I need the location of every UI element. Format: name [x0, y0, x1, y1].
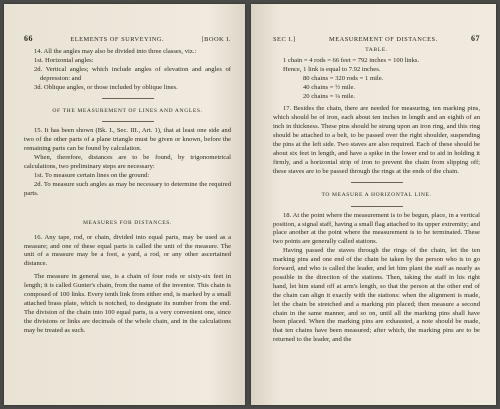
- right-running-header: [273, 34, 480, 43]
- right-page-body: [273, 46, 480, 345]
- section-heading: TO MEASURE A HORIZONTAL LINE.: [321, 191, 432, 198]
- divider: [351, 206, 403, 207]
- right-page: [251, 4, 496, 405]
- step-item: 1st. To measure certain lines on the ground:: [34, 171, 150, 179]
- step-item: 2d. To measure such angles as may be necessary to determine the required parts.: [24, 180, 231, 197]
- table-row: 1 chain = 4 rods = 66 feet = 792 inches = 100 links.: [283, 56, 420, 64]
- left-running-header: [24, 34, 231, 43]
- table-row: 20 chains = ¼ mile.: [303, 92, 356, 100]
- paragraph-15: 15. It has been shown (Bk. I., Sec. III., Art. 1), that at least one side and two of the other parts of a plane triangle must be given or known, before the remaining parts can be found by calculation.: [24, 127, 231, 153]
- divider: [102, 121, 154, 122]
- section-heading: MEASURES FOR DISTANCES.: [82, 219, 173, 226]
- list-item: 1st. Horizontal angles:: [34, 56, 94, 64]
- left-page-body: [24, 48, 231, 336]
- right-running-title: MEASUREMENT OF DISTANCES.: [329, 36, 438, 43]
- table-title: TABLE.: [365, 47, 388, 53]
- divider: [102, 98, 154, 99]
- right-page-number: 67: [470, 34, 480, 43]
- paragraph-15b: When, therefore, distances are to be found, by trigonometrical calculations, two preliminary steps are necessary:: [24, 154, 231, 171]
- list-item: 2d. Vertical angles; which include angles of elevation and angles of depression: and: [34, 65, 231, 82]
- right-running-head: SEC I.]: [273, 36, 296, 43]
- divider: [351, 182, 403, 183]
- paragraph-17: 17. Besides the chain, there are needed for measuring, ten marking pins, which should be of iron, each about ten inches in length and an eighth of an inch in thickness. These pins should be strung upon an iron ring, and this ring should be attached to a belt, to be passed over the right shoulder, suspending the pins at the left side. Two staves are also required. Each of these should be about six feet in length, and have a spike in the lower end to aid in holding it firmly, and a horizontal strip of iron to prevent the chain from slipping off; these staves are to be passed through the rings at the ends of the chain.: [273, 105, 480, 175]
- paragraph-18b: Having passed the staves through the rings of the chain, let the ten marking pins and one end of the chain be taken by the person who is to go forward, and who is called the leader, and let him plant the staff as nearly as possible in the direction of the stations. Then, taking the staff in his right hand, let him stand off at arm's length, so that the person at the other end of the chain can align it exactly with the stations: when the alignment is made, let the chain be stretched and a marking pin placed; then measure a second chain in the same manner, and so on, until all the marking pins shall have been placed. When the marking pins are exhausted, a note should be made, that ten chains have been measured; after which, the marking pins are to be returned to the leader, and the: [273, 247, 480, 344]
- table-row: Hence, 1 link is equal to 7.92 inches.: [283, 65, 381, 73]
- paragraph-18: 18. At the point where the measurement is to be begun, place, in a vertical position, a signal staff, having a small flag attached to its upper extremity; and place another at the point where the measurement is to be terminated. These two points are generally called stations.: [273, 211, 480, 246]
- section-heading: OF THE MEASUREMENT OF LINES AND ANGLES.: [52, 107, 203, 114]
- paragraph-16: 16. Any tape, rod, or chain, divided into equal parts, may be used as a measure; and one of these equal parts is called the unit of the measure. The unit of a measure may be a foot, a yard, a rod, or any other ascertained distance.: [24, 233, 231, 268]
- paragraph-14: 14. All the angles may also be divided into three classes, viz.:: [34, 48, 197, 55]
- table-row: 80 chains = 320 rods = 1 mile.: [303, 74, 384, 82]
- list-item: 3d. Oblique angles, or those included by oblique lines.: [34, 83, 178, 91]
- left-running-head: ELEMENTS OF SURVEYING.: [70, 36, 165, 43]
- left-page-number: 66: [24, 34, 33, 43]
- left-page: [4, 4, 245, 405]
- table-row: 40 chains = ½ mile.: [303, 83, 356, 91]
- paragraph-16b: The measure in general use, is a chain of four rods or sixty-six feet in length; it is called Gunter's chain, from the name of the inventor. This chain is composed of 100 links. Every tenth link from either end, is marked by a small attached brass plate, which is notched, to designate its number from the end. The division of the chain into 100 equal parts, is a very convenient one, since the divisions or links are decimals of the whole chain, and in the calculations may be treated as such.: [24, 273, 231, 334]
- left-running-book: [BOOK I.: [201, 36, 231, 43]
